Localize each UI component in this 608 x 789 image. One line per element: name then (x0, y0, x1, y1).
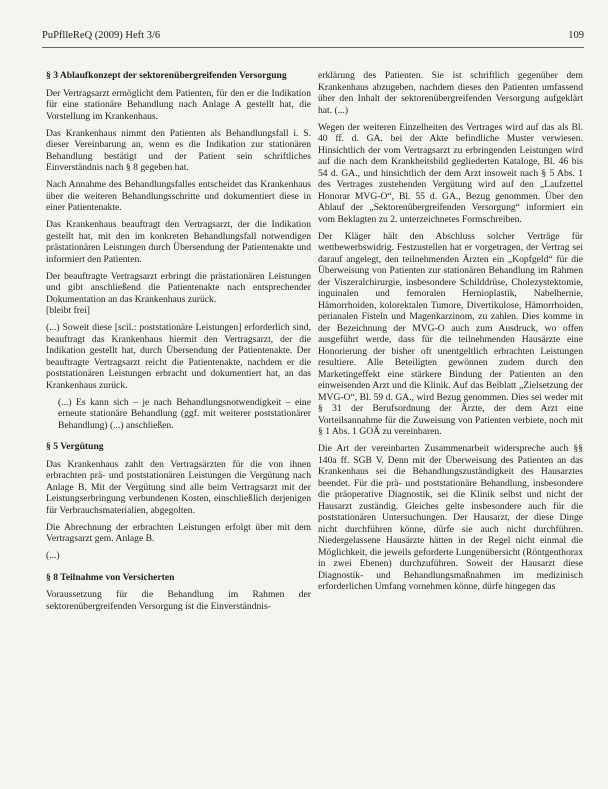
paragraph: Das Krankenhaus beauftragt den Vertragsarzt, der die Indikation gestellt hat, mit den im konkreten Behandlungsfall notwendigen prästationären Leistungen durch Übersendung der Patientenakte und informiert den Patienten. (46, 219, 311, 265)
section-heading: § 8 Teilnahme von Versicherten (46, 571, 175, 583)
journal-reference: PuPflleReQ (2009) Heft 3/6 (42, 30, 161, 41)
paragraph: Das Krankenhaus nimmt den Patienten als Behandlungsfall i. S. dieser Vereinbarung an, wenn es die Indikation zur stationären Behandlung bestätigt und der Patient sein schriftliches Einverständnis nach § 8 gegeben hat. (46, 127, 311, 173)
right-text-column (318, 70, 583, 598)
paragraph: [bleibt frei] (46, 305, 90, 316)
paragraph: (...) Soweit diese [scil.: poststationäre Leistungen] erforderlich sind, beauftragt das Krankenhaus hiermit den Vertragsarzt, der die Indikation gestellt hat, durch Übersendung der Patientenakte. Der beauftragte Vertragsarzt reicht die Patientenakte, nachdem er die poststationären Leistungen erbracht und dokumentiert hat, an das Krankenhaus zurück. (46, 322, 311, 391)
paragraph: Der beauftragte Vertragsarzt erbringt die prästationären Leistungen und gibt anschließend die Patientenakte nach entsprechender Dokumentation an das Krankenhaus zurück. (46, 270, 311, 305)
paragraph: Nach Annahme des Behandlungsfalles entscheidet das Krankenhaus über die weiteren Behandlungsschritte und dokumentiert diese in einer Patientenakte. (46, 179, 311, 213)
section-heading: § 5 Vergütung (46, 441, 104, 452)
paragraph: (...) (46, 550, 60, 561)
paragraph: Wegen der weiteren Einzelheiten des Vertrages wird auf das als Bl. 40 ff. d. GA. bei der Akte befindliche Muster verwiesen. Hinsichtlich der vom Vertragsarzt zu erbringenden Leistungen wird auf die nach dem Krankheitsbild gegliederten Kataloge, Bl. 46 bis 54 d. GA., und hinsichtlich der dem Arzt insoweit nach § 5 Abs. 1 des Vertrages zustehenden Vergütung wird auf den „Laufzettel Honorar MVG-O“, Bl. 55 d. GA., Bezug genommen. Über den Ablauf der „Sektorenübergreifenden Versorgung“ informiert ein vom Beklagten zu 2. unterzeichnetes Formschreiben. (318, 121, 583, 225)
left-text-column (46, 70, 311, 618)
paragraph: erklärung des Patienten. Sie ist schriftlich gegenüber dem Krankenhaus abzugeben, nachdem dieses den Patienten umfassend über den Inhalt der sektorenübergreifenden Versorgung aufgeklärt hat. (...) (318, 70, 583, 116)
paragraph: Der Vertragsarzt ermöglicht dem Patienten, für den er die Indikation für eine stationäre Behandlung nach Anlage A gestellt hat, die Vorstellung im Krankenhaus. (46, 87, 311, 122)
page-number: 109 (568, 30, 584, 41)
paragraph: Die Art der vereinbarten Zusammenarbeit widerspreche auch §§ 140a ff. SGB V. Denn mit der Überweisung des Patienten an das Krankenhaus sei die Behandlungszuständigkeit des Hausarztes beendet. Für die prä- und poststationäre Behandlung, insbesondere die präoperative Diagnostik, sei die Klinik selbst und nicht der Hausarzt zuständig. Gleiches gelte insbesondere auch für die poststationären Untersuchungen. Der Hausarzt, der diese Dinge nicht durchführen könne, dürfe sie auch nicht durchführen. Niedergelassene Hausärzte hätten in der Regel nicht einmal die Möglichkeit, die jeweils geforderte Lungenübersicht (Röntgenthorax in zwei Ebenen) durchzuführen. Soweit der Hausarzt diese Diagnostik- und Behandlungsmaßnahmen im medizinisch erforderlichen Umfang vornehmen könne, dürfe hingegen das (318, 443, 583, 592)
page-header (42, 29, 584, 48)
section-heading: § 3 Ablaufkonzept der sektorenübergreifenden Versorgung (46, 70, 287, 81)
paragraph: Voraussetzung für die Behandlung im Rahmen der sektorenübergreifenden Versorgung ist die Einverständnis- (46, 589, 311, 612)
paragraph: (...) Es kann sich – je nach Behandlungsnotwendigkeit – eine erneute stationäre Behandlung (ggf. mit weiterer poststationärer Behandlung) (...) anschließen. (58, 396, 311, 431)
paragraph: Die Abrechnung der erbrachten Leistungen erfolgt über mit dem Vertragsarzt gem. Anlage B. (46, 521, 311, 544)
paragraph: Der Kläger hält den Abschluss solcher Verträge für wettbewerbswidrig. Festzustellen hat er vorgetragen, der Vertrag sei darauf angelegt, den teilnehmenden Ärzten ein „Kopfgeld“ für die Überweisung von Patienten zur stationären Behandlung im Rahmen der Viszeralchirurgie, insbesondere Schilddrüse, Cholezystektomie, inguinalen und femoralen Hernioplastik, Nabelhernie, Hämorrhoiden, kolorektalen Tumore, Divertikulose, Hämorrhoiden, perianalen Fisteln und Magenkarzinom, zu zahlen. Dies komme in der Bezeichnung der MVG-O auch zum Ausdruck, wo offen ausgeführt werde, dass für die teilnehmenden Hausärzte eine Honorierung der bisher oft unentgeltlich erbrachten Leistungen resultiere. Alle Beteiligten gewönnen zudem durch den Marketingeffekt eine stärkere Bindung der Patienten an den einweisenden Arzt und die Klinik. Auf das Beiblatt „Zielsetzung der MVG-O“, Bl. 59 d. GA., wird Bezug genommen. Dies sei weder mit § 31 der Berufsordnung der Ärzte, der dem Arzt eine Vorteilsannahme für die Zuweisung von Patienten verbiete, noch mit § 1 Abs. 1 GOÄ zu vereinbaren. (318, 230, 583, 437)
paragraph: Das Krankenhaus zahlt den Vertragsärzten für die von ihnen erbrachten prä- und poststationären Leistungen die Vergütung nach Anlage B. Mit der Vergütung sind alle beim Vertragsarzt mit der Leistungserbringung verbundenen Kosten, einschließlich derjenigen für Verbrauchsmaterialien, abgegolten. (46, 458, 311, 516)
